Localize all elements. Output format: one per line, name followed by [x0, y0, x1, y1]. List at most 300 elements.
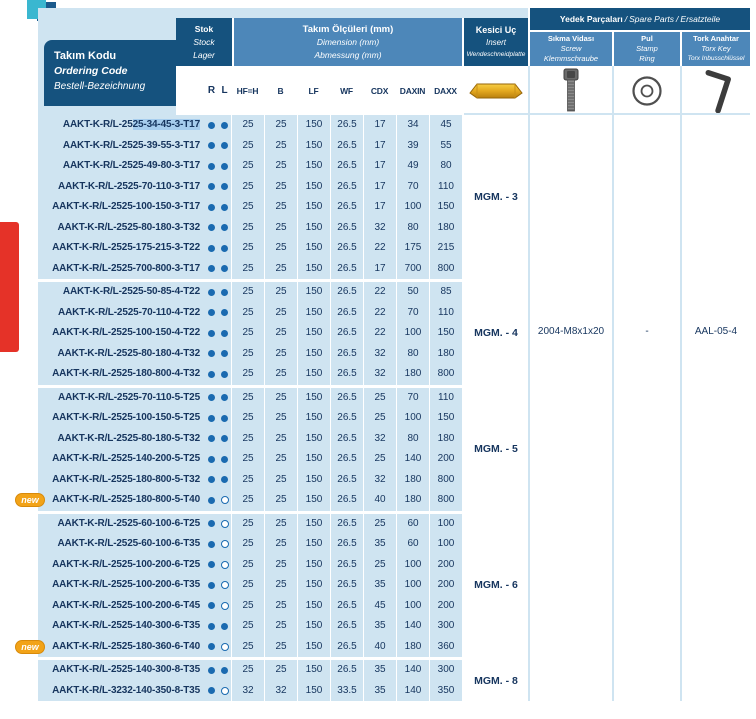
table-row: [38, 323, 462, 344]
dimension-value: 25: [231, 303, 264, 324]
dimension-value: 26.5: [330, 115, 363, 136]
dimension-value: 70: [396, 303, 429, 324]
torx-column: [682, 66, 750, 701]
dimension-value: 26.5: [330, 514, 363, 535]
dimension-value: 26.5: [330, 534, 363, 555]
rows-block: [38, 282, 462, 385]
stock-l-indicator: [218, 470, 231, 491]
washer-ring-icon: [614, 66, 680, 115]
tool-code: AAKT-K-R/L-2525-100-150-3-T17: [52, 201, 200, 212]
dimension-value: 350: [429, 681, 462, 702]
stock-available-dot: [221, 163, 228, 170]
dimension-value: 26.5: [330, 344, 363, 365]
screw-en-label: Screw: [560, 44, 582, 53]
dimension-value: 25: [231, 408, 264, 429]
dimension-value: 39: [396, 136, 429, 157]
dimension-value: 26.5: [330, 575, 363, 596]
stock-available-dot: [208, 520, 215, 527]
clamping-screw-icon: [530, 66, 612, 115]
table-row: [38, 660, 462, 681]
stock-available-dot: [208, 415, 215, 422]
stock-r-indicator: [205, 449, 218, 470]
dimension-value: 200: [429, 449, 462, 470]
dimension-value: 26.5: [330, 429, 363, 450]
stock-l-indicator: [218, 388, 231, 409]
dimension-value: 80: [396, 218, 429, 239]
dimension-value: 32: [363, 470, 396, 491]
ring-tr-label: Pul: [641, 34, 653, 43]
stock-available-dot: [221, 456, 228, 463]
insert-de-label: Wendeschneidplatte: [466, 51, 526, 58]
table-row: [38, 616, 462, 637]
spare-parts-de-label: Ersatzteile: [680, 14, 721, 24]
dimension-value: 25: [363, 408, 396, 429]
stock-available-dot: [221, 435, 228, 442]
dimension-value: 150: [297, 616, 330, 637]
rows-block: [21, 388, 462, 511]
table-row: [38, 303, 462, 324]
header-en-label: Ordering Code: [54, 65, 128, 77]
table-row: [38, 429, 462, 450]
screw-de-label: Klemmschraube: [543, 54, 599, 63]
dimension-value: 150: [297, 177, 330, 198]
stock-l-indicator: [218, 323, 231, 344]
dimension-value: 800: [429, 470, 462, 491]
dimension-value: 150: [297, 429, 330, 450]
dimension-value: 25: [264, 660, 297, 681]
dimension-value: 25: [264, 470, 297, 491]
table-row: [21, 637, 462, 658]
dimension-value: 60: [396, 534, 429, 555]
insert-type: MGM. - 3: [464, 115, 528, 279]
stock-r-indicator: [205, 514, 218, 535]
dimension-value: 25: [231, 616, 264, 637]
tool-code: AAKT-K-R/L-2525-175-215-3-T22: [52, 242, 200, 253]
insert-group: [21, 514, 528, 658]
insert-type: MGM. - 5: [464, 388, 528, 511]
insert-group: [38, 282, 528, 385]
dimension-value: 800: [429, 490, 462, 511]
dimension-value: 25: [264, 238, 297, 259]
dimension-value: 22: [363, 282, 396, 303]
dimension-value: 34: [396, 115, 429, 136]
dimension-value: 300: [429, 660, 462, 681]
dimension-value: 26.5: [330, 555, 363, 576]
stock-available-dot: [221, 623, 228, 630]
dimension-value: 25: [231, 575, 264, 596]
column-separator: [680, 66, 682, 701]
new-badge: new: [15, 640, 45, 654]
stock-r-indicator: [205, 115, 218, 136]
stock-available-dot: [208, 602, 215, 609]
stock-l-indicator: [218, 344, 231, 365]
stock-l-indicator: [218, 136, 231, 157]
dimension-value: 360: [429, 637, 462, 658]
dimension-value: 26.5: [330, 596, 363, 617]
stock-r-indicator: [205, 388, 218, 409]
col-label-b: B: [277, 85, 284, 96]
stock-r-indicator: [205, 323, 218, 344]
dimension-value: 100: [396, 596, 429, 617]
stock-available-dot: [221, 289, 228, 296]
stock-available-dot: [221, 330, 228, 337]
dimension-value: 25: [264, 388, 297, 409]
table-row: [38, 555, 462, 576]
dimension-value: 180: [429, 344, 462, 365]
col-label-wf: WF: [340, 85, 353, 96]
dimension-value: 140: [396, 616, 429, 637]
col-label-hfh: HF=H: [236, 85, 259, 96]
dimension-value: 25: [264, 136, 297, 157]
dimension-value: 25: [231, 238, 264, 259]
dimension-value: 32: [231, 681, 264, 702]
dimension-value: 140: [396, 681, 429, 702]
tool-code: AAKT-K-R/L-2525-180-800-4-T32: [52, 368, 200, 379]
tool-code: AAKT-K-R/L-2525-34-45-3-T17: [62, 119, 200, 130]
dimension-value: 85: [429, 282, 462, 303]
dimension-value: 25: [264, 364, 297, 385]
tool-code: AAKT-K-R/L-2525-100-200-6-T25: [52, 558, 200, 570]
dimension-value: 32: [363, 344, 396, 365]
dimension-value: 26.5: [330, 259, 363, 280]
stock-available-dot: [221, 371, 228, 378]
stock-l-indicator: [218, 197, 231, 218]
stock-available-dot: [221, 309, 228, 316]
stock-available-dot: [208, 142, 215, 149]
stock-l-indicator: [218, 303, 231, 324]
dimension-value: 150: [297, 660, 330, 681]
stock-l-indicator: [218, 218, 231, 239]
insert-group: [21, 388, 528, 511]
dimension-value: 26.5: [330, 136, 363, 157]
dimension-value: 25: [264, 156, 297, 177]
dimensions-en-label: Dimension (mm): [316, 37, 380, 47]
dimension-value: 140: [396, 449, 429, 470]
stock-available-dot: [208, 245, 215, 252]
tool-code: AAKT-K-R/L-2525-49-80-3-T17: [62, 160, 200, 171]
table-row: [38, 344, 462, 365]
stock-available-dot: [208, 476, 215, 483]
dimension-value: 26.5: [330, 660, 363, 681]
dimension-value: 26.5: [330, 303, 363, 324]
dimension-value: 25: [264, 637, 297, 658]
dimension-value: 25: [231, 449, 264, 470]
dimension-value: 33.5: [330, 681, 363, 702]
tool-code: AAKT-K-R/L-2525-100-200-6-T45: [52, 599, 200, 611]
dimension-value: 25: [264, 596, 297, 617]
tool-code: AAKT-K-R/L-2525-180-800-5-T32: [52, 473, 200, 485]
dimensions-tr-label: Takım Ölçüleri (mm): [302, 24, 394, 35]
stock-l-indicator: [218, 616, 231, 637]
screw-header: [530, 32, 612, 66]
stock-available-dot: [208, 643, 215, 650]
col-label-l: L: [221, 85, 228, 96]
dimension-value: 17: [363, 259, 396, 280]
dimension-value: 25: [231, 156, 264, 177]
table-row: [38, 449, 462, 470]
stock-available-dot: [221, 204, 228, 211]
tool-code: AAKT-K-R/L-2525-60-100-6-T25: [57, 517, 200, 529]
torx-part-number: AAL-05-4: [694, 326, 738, 337]
stock-de-label: Lager: [193, 50, 215, 60]
column-separator: [612, 66, 614, 701]
insert-group: [38, 115, 528, 279]
dimension-value: 32: [363, 218, 396, 239]
table-row: [38, 136, 462, 157]
dimension-value: 26.5: [330, 197, 363, 218]
dimension-value: 180: [396, 637, 429, 658]
dimension-value: 26.5: [330, 323, 363, 344]
dimension-value: 200: [429, 575, 462, 596]
insert-group: [38, 660, 528, 701]
dimension-value: 32: [264, 681, 297, 702]
stock-available-dot: [208, 623, 215, 630]
stock-available-dot: [208, 667, 215, 674]
dimension-value: 800: [429, 364, 462, 385]
dimension-value: 150: [297, 388, 330, 409]
stock-available-dot: [208, 561, 215, 568]
dimension-value: 100: [396, 197, 429, 218]
dimension-value: 150: [297, 490, 330, 511]
ring-de-label: Ring: [639, 54, 655, 63]
stock-available-dot: [221, 122, 228, 129]
stock-available-dot: [208, 183, 215, 190]
header-top-strip: [176, 8, 528, 18]
dimension-value: 150: [429, 323, 462, 344]
dimension-value: 150: [297, 449, 330, 470]
table-row: [38, 681, 462, 702]
dimension-value: 150: [297, 596, 330, 617]
dimension-value: 25: [231, 364, 264, 385]
stock-available-dot: [208, 456, 215, 463]
dimension-value: 25: [363, 555, 396, 576]
dimension-value: 55: [429, 136, 462, 157]
dimension-value: 110: [429, 177, 462, 198]
stock-r-indicator: [205, 259, 218, 280]
dimension-value: 32: [363, 364, 396, 385]
dimension-value: 150: [297, 681, 330, 702]
dimension-value: 150: [297, 408, 330, 429]
dimension-value: 26.5: [330, 490, 363, 511]
stock-r-indicator: [205, 470, 218, 491]
dimension-value: 150: [297, 534, 330, 555]
stock-l-indicator: [218, 408, 231, 429]
stock-r-indicator: [205, 575, 218, 596]
dimension-value: 25: [264, 323, 297, 344]
dimension-value: 25: [264, 534, 297, 555]
stock-header: [176, 18, 232, 66]
header-de-label: Bestell-Bezeichnung: [54, 81, 146, 92]
stock-r-indicator: [205, 177, 218, 198]
stock-available-dot: [208, 687, 215, 694]
stock-r-indicator: [205, 616, 218, 637]
dimension-value: 25: [231, 596, 264, 617]
dimension-value: 110: [429, 388, 462, 409]
tool-code: AAKT-K-R/L-2525-180-360-6-T40: [52, 640, 200, 652]
spare-parts-group-header: [530, 8, 750, 30]
stock-r-indicator: [205, 429, 218, 450]
dimension-value: 45: [363, 596, 396, 617]
tool-code: AAKT-K-R/L-2525-70-110-3-T17: [58, 180, 200, 192]
table-row: [38, 388, 462, 409]
dimension-value: 50: [396, 282, 429, 303]
dimension-value: 100: [429, 534, 462, 555]
screw-part-number: 2004-M8x1x20: [537, 326, 605, 337]
tool-code: AAKT-K-R/L-2525-100-200-6-T35: [52, 579, 200, 590]
dimension-value: 35: [363, 681, 396, 702]
dimension-value: 17: [363, 197, 396, 218]
stock-available-dot: [208, 309, 215, 316]
dimension-value: 25: [264, 197, 297, 218]
dimension-value: 100: [396, 575, 429, 596]
stock-l-indicator: [218, 449, 231, 470]
dimension-value: 100: [396, 408, 429, 429]
tool-code: AAKT-K-R/L-2525-100-150-4-T22: [52, 327, 200, 338]
dimension-value: 26.5: [330, 364, 363, 385]
separator: /: [676, 14, 679, 24]
ring-header: [614, 32, 680, 66]
dimension-value: 175: [396, 238, 429, 259]
dimension-value: 26.5: [330, 218, 363, 239]
stock-l-indicator: [218, 238, 231, 259]
tool-code: AAKT-K-R/L-2525-80-180-3-T32: [57, 221, 200, 233]
dimension-value: 25: [264, 575, 297, 596]
table-body: [21, 115, 528, 701]
dimension-value: 25: [363, 388, 396, 409]
stock-available-dot: [221, 415, 228, 422]
dimension-value: 150: [297, 218, 330, 239]
stock-available-dot: [208, 122, 215, 129]
table-row: [38, 575, 462, 596]
red-side-tab: [0, 222, 19, 352]
stock-tr-label: Stok: [194, 24, 214, 34]
catalog-table: [21, 8, 750, 705]
dimension-value: 150: [297, 344, 330, 365]
dimension-value: 40: [363, 490, 396, 511]
dimension-value: 215: [429, 238, 462, 259]
stock-unavailable-dot: [221, 581, 229, 589]
stock-available-dot: [208, 350, 215, 357]
tool-code: AAKT-K-R/L-2525-140-300-8-T35: [52, 664, 200, 675]
stock-available-dot: [208, 204, 215, 211]
table-row: [38, 596, 462, 617]
table-row: [38, 282, 462, 303]
dimension-value: 26.5: [330, 637, 363, 658]
stock-l-indicator: [218, 514, 231, 535]
stock-l-indicator: [218, 282, 231, 303]
dimension-value: 25: [231, 282, 264, 303]
dimension-value: 200: [429, 555, 462, 576]
dimension-value: 150: [297, 156, 330, 177]
dimension-value: 26.5: [330, 388, 363, 409]
dimension-value: 25: [231, 259, 264, 280]
stock-r-indicator: [205, 136, 218, 157]
stock-r-indicator: [205, 534, 218, 555]
stock-r-indicator: [205, 637, 218, 658]
dimension-value: 60: [396, 514, 429, 535]
dimension-value: 26.5: [330, 470, 363, 491]
stock-r-indicator: [205, 303, 218, 324]
dimension-value: 80: [396, 344, 429, 365]
dimension-value: 35: [363, 534, 396, 555]
spare-parts-en-label: Spare Parts: [629, 14, 675, 24]
column-separator: [528, 66, 530, 701]
col-label-daxx: DAXX: [434, 85, 457, 96]
dimension-value: 25: [264, 218, 297, 239]
insert-tr-label: Kesici Uç: [475, 25, 517, 35]
dimension-value: 180: [429, 218, 462, 239]
dimension-value: 40: [363, 637, 396, 658]
tool-code: AAKT-K-R/L-2525-100-150-5-T25: [52, 412, 200, 423]
dimension-value: 150: [297, 197, 330, 218]
dimension-value: 22: [363, 303, 396, 324]
dimension-value: 180: [396, 490, 429, 511]
torx-tr-label: Tork Anahtar: [693, 34, 739, 43]
header-tr-label: Takım Kodu: [54, 50, 117, 62]
dimension-value: 150: [297, 555, 330, 576]
dimensions-header: [234, 18, 462, 66]
dimension-value: 150: [297, 575, 330, 596]
stock-unavailable-dot: [221, 561, 229, 569]
stock-unavailable-dot: [221, 540, 229, 548]
stock-l-indicator: [218, 259, 231, 280]
dimension-value: 25: [231, 344, 264, 365]
dimension-value: 25: [231, 637, 264, 658]
dimension-value: 25: [264, 616, 297, 637]
stock-available-dot: [221, 476, 228, 483]
stock-unavailable-dot: [221, 687, 229, 695]
torx-header: [682, 32, 750, 66]
stock-available-dot: [221, 183, 228, 190]
dimension-value: 700: [396, 259, 429, 280]
dimension-value: 49: [396, 156, 429, 177]
dimension-value: 150: [297, 514, 330, 535]
stock-available-dot: [208, 497, 215, 504]
dimension-value: 300: [429, 616, 462, 637]
stock-r-indicator: [205, 197, 218, 218]
dimension-value: 25: [264, 344, 297, 365]
stock-available-dot: [221, 394, 228, 401]
dimension-value: 25: [231, 197, 264, 218]
dimension-value: 100: [429, 514, 462, 535]
dimension-value: 17: [363, 177, 396, 198]
stock-r-indicator: [205, 344, 218, 365]
insert-en-label: Insert: [485, 38, 506, 47]
dimension-value: 150: [297, 282, 330, 303]
dimension-value: 32: [363, 429, 396, 450]
stock-unavailable-dot: [221, 520, 229, 528]
table-row: [38, 177, 462, 198]
stock-r-indicator: [205, 490, 218, 511]
stock-available-dot: [221, 265, 228, 272]
col-label-cdx: CDX: [370, 85, 389, 96]
stock-available-dot: [208, 371, 215, 378]
dimension-value: 35: [363, 616, 396, 637]
dimension-value: 25: [264, 177, 297, 198]
stock-available-dot: [221, 350, 228, 357]
screw-column: [530, 66, 612, 701]
dimension-value: 35: [363, 575, 396, 596]
dimension-value: 80: [396, 429, 429, 450]
dimension-value: 180: [396, 364, 429, 385]
stock-r-indicator: [205, 364, 218, 385]
stock-available-dot: [208, 330, 215, 337]
dimension-value: 25: [264, 555, 297, 576]
stock-unavailable-dot: [221, 602, 229, 610]
tool-code: AAKT-K-R/L-2525-80-180-5-T32: [57, 432, 200, 444]
dimension-value: 25: [231, 470, 264, 491]
stock-r-indicator: [205, 408, 218, 429]
